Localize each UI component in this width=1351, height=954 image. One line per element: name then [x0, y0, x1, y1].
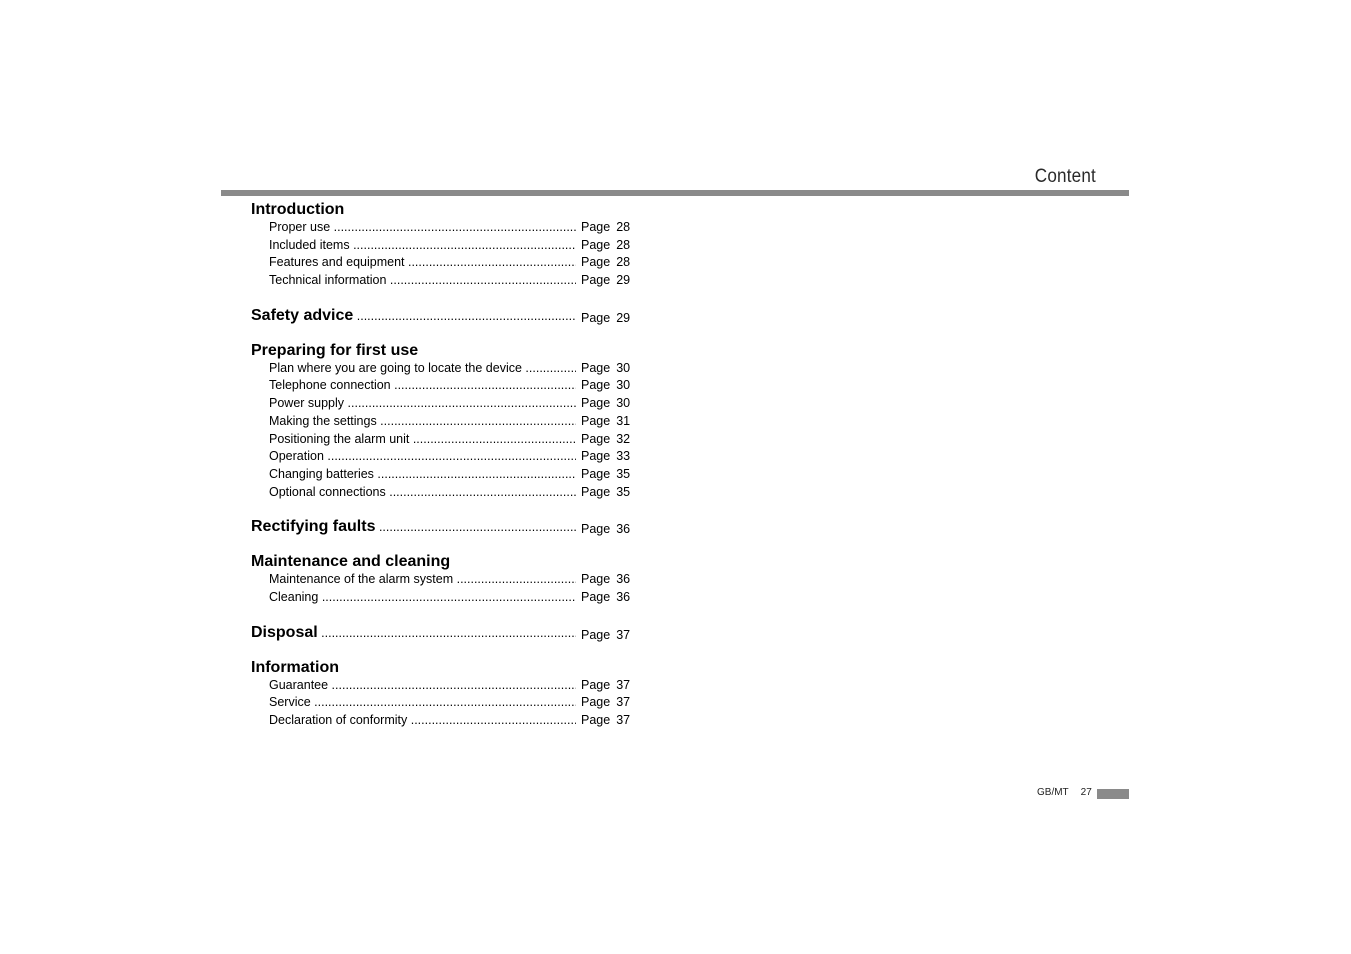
section-title-safety-advice: Safety advice .....: [251, 307, 576, 325]
toc-entry-page: Page 33: [581, 449, 631, 464]
toc-entry-label: Plan where you are going to locate the device .....: [269, 360, 576, 378]
toc-entry-page: Page 29: [581, 310, 631, 325]
toc-entry-page: Page 30: [581, 360, 631, 375]
toc-entry-label: Making the settings .....: [269, 413, 576, 431]
toc-entry-page: Page 37: [581, 695, 631, 710]
toc-entry-page: Page 28: [581, 255, 631, 270]
toc-entry-label: Power supply .....: [269, 395, 576, 413]
section-title-information: Information: [251, 658, 339, 676]
toc-entry[interactable]: [251, 360, 631, 378]
toc-entry[interactable]: [251, 377, 631, 395]
toc-entry-label: Included items .....: [269, 237, 576, 255]
toc-entry-page: Page 29: [581, 273, 631, 288]
toc-entry-page: Page 37: [581, 677, 631, 692]
table-of-contents: [251, 201, 631, 730]
toc-entry[interactable]: [251, 272, 631, 290]
toc-entry[interactable]: [251, 712, 631, 730]
toc-entry[interactable]: [251, 254, 631, 272]
toc-entry-label: Operation .....: [269, 448, 576, 466]
toc-entry[interactable]: [251, 395, 631, 413]
toc-entry-label: Positioning the alarm unit .....: [269, 431, 576, 449]
toc-entry-label: Proper use .....: [269, 219, 576, 237]
toc-entry-page: Page 31: [581, 413, 631, 428]
toc-entry[interactable]: [251, 677, 631, 695]
toc-entry-label: Changing batteries .....: [269, 466, 576, 484]
section-title-disposal: Disposal .....: [251, 624, 576, 642]
section-title-preparing: Preparing for first use: [251, 341, 419, 359]
toc-entry[interactable]: [251, 431, 631, 449]
toc-entry-label: Declaration of conformity .....: [269, 712, 576, 730]
toc-entry[interactable]: [251, 484, 631, 502]
section-title-introduction: Introduction: [251, 201, 345, 218]
toc-entry[interactable]: [251, 448, 631, 466]
toc-entry-label: Guarantee .....: [269, 677, 576, 695]
toc-entry[interactable]: [251, 694, 631, 712]
toc-entry-page: Page 30: [581, 378, 631, 393]
toc-entry-label: Maintenance of the alarm system .....: [269, 571, 576, 589]
toc-entry-rectifying-faults[interactable]: [251, 518, 631, 536]
section-title-rectifying-faults: Rectifying faults .....: [251, 518, 576, 536]
toc-entry-page: Page 36: [581, 572, 631, 587]
toc-entry[interactable]: [251, 571, 631, 589]
toc-entry-label: Optional connections .....: [269, 484, 576, 502]
footer-bar: [1097, 789, 1129, 799]
toc-entry-label: Cleaning .....: [269, 589, 576, 607]
toc-entry-label: Telephone connection .....: [269, 377, 576, 395]
toc-entry-label: Features and equipment .....: [269, 254, 576, 272]
toc-entry-page: Page 37: [581, 627, 631, 642]
toc-entry-page: Page 36: [581, 522, 631, 537]
toc-entry[interactable]: [251, 589, 631, 607]
toc-entry-safety-advice[interactable]: [251, 307, 631, 325]
toc-entry-page: Page 28: [581, 220, 631, 234]
toc-entry-page: Page 32: [581, 431, 631, 446]
toc-entry-page: Page 35: [581, 466, 631, 481]
toc-entry-disposal[interactable]: [251, 624, 631, 642]
toc-entry[interactable]: [251, 219, 631, 237]
toc-entry[interactable]: [251, 413, 631, 431]
footer-locale: GB/MT: [1037, 787, 1069, 798]
page-title: Content: [1034, 166, 1096, 187]
footer-page-number: 27: [1080, 787, 1092, 798]
header-rule: [221, 190, 1129, 196]
page-footer: [1037, 787, 1092, 798]
toc-entry[interactable]: [251, 466, 631, 484]
toc-entry-page: Page 37: [581, 713, 631, 727]
toc-entry-page: Page 28: [581, 237, 631, 252]
toc-entry-page: Page 35: [581, 484, 631, 499]
toc-entry-page: Page 30: [581, 396, 631, 411]
toc-entry-label: Technical information .....: [269, 272, 576, 290]
toc-entry-page: Page 36: [581, 589, 631, 604]
toc-entry-label: Service .....: [269, 694, 576, 712]
toc-entry[interactable]: [251, 237, 631, 255]
section-title-maintenance: Maintenance and cleaning: [251, 553, 451, 571]
